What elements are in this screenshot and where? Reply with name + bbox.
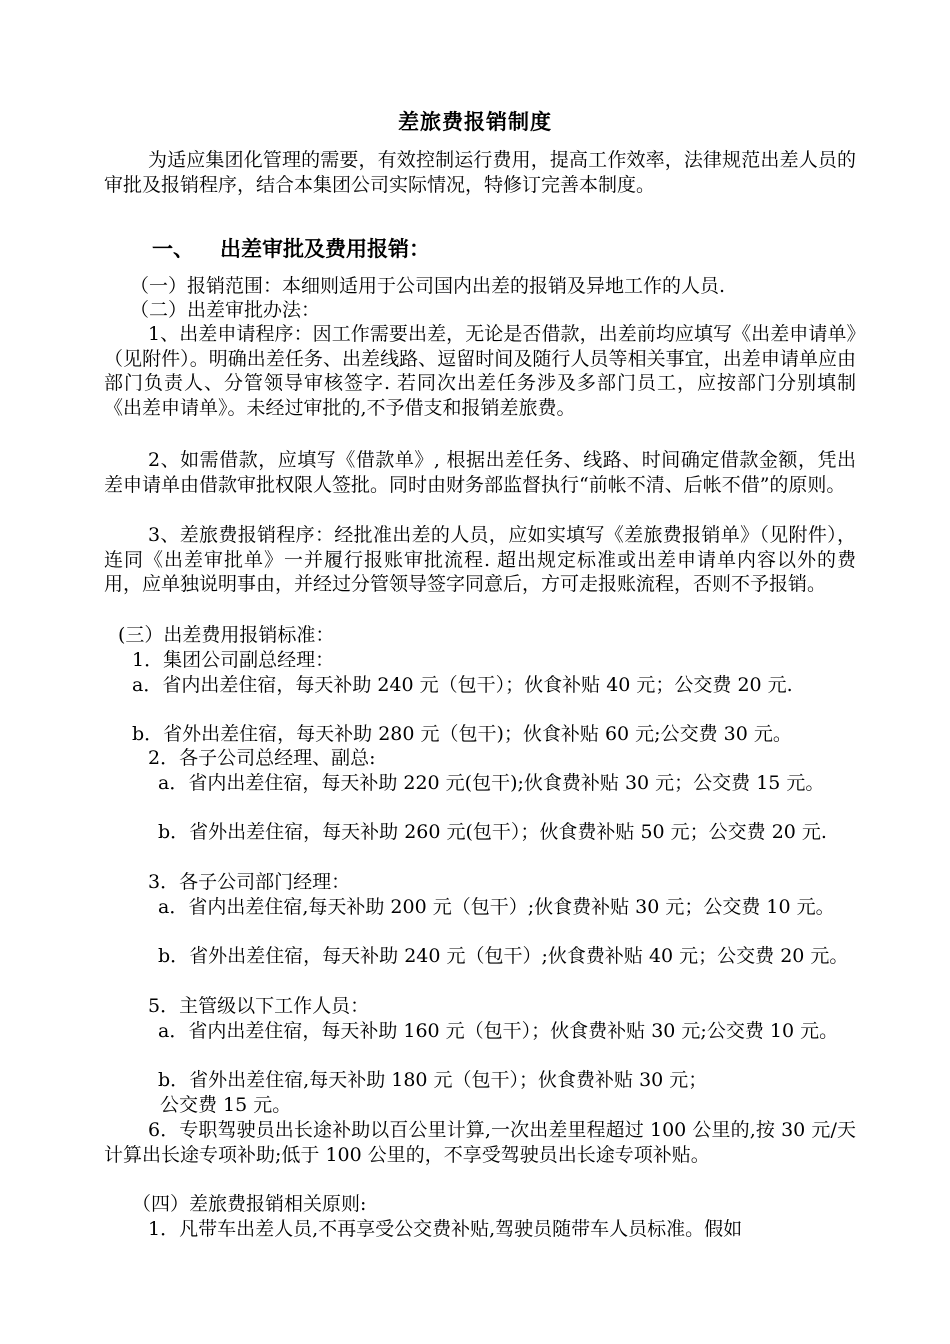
- paragraph-standard-3a: a．省内出差住宿,每天补助 200 元（包干）;伙食费补贴 30 元；公交费 10 元。: [158, 896, 835, 918]
- paragraph-standard-3: 3．各子公司部门经理：: [148, 871, 351, 893]
- section-number: 一、: [152, 236, 194, 261]
- paragraph-standard-3b: b．省外出差住宿，每天补助 240 元（包干）;伙食费补贴 40 元；公交费 20 元。: [158, 945, 849, 967]
- paragraph-standard-1b: b．省外出差住宿，每天补助 280 元（包干)；伙食补贴 60 元;公交费 30 元。: [132, 723, 792, 745]
- paragraph-principle-1: 1．凡带车出差人员,不再享受公交费补贴,驾驶员随带车人员标准。假如: [148, 1218, 743, 1240]
- paragraph-standard-6: 6．专职驾驶员出长途补助以百公里计算,一次出差里程超过 100 公里的,按 30 元/天计算出长途专项补助;低于 100 公里的，不享受驾驶员出长途专项补贴。: [104, 1119, 856, 1166]
- paragraph-approval-3: 3、差旅费报销程序：经批准出差的人员，应如实填写《差旅费报销单》（见附件），连同《出差审批单》一并履行报账审批流程. 超出规定标准或出差申请单内容以外的费用，应单独说明事由，并经过分管领导签字同意后，方可走报账流程，否则不予报销。: [104, 524, 856, 595]
- paragraph-scope: （一）报销范围：本细则适用于公司国内出差的报销及异地工作的人员.: [130, 275, 726, 297]
- paragraph-approval-heading: （二）出差审批办法：: [130, 299, 321, 321]
- paragraph-standard-1a: a．省内出差住宿，每天补助 240 元（包干）；伙食补贴 40 元；公交费 20 元.: [132, 674, 793, 696]
- document-title: 差旅费报销制度: [398, 109, 552, 134]
- paragraph-standard-2a: a．省内出差住宿，每天补助 220 元(包干);伙食费补贴 30 元；公交费 15 元。: [158, 772, 825, 794]
- intro-paragraph: 为适应集团化管理的需要，有效控制运行费用，提高工作效率，法律规范出差人员的审批及报销程序，结合本集团公司实际情况，特修订完善本制度。: [104, 149, 856, 196]
- paragraph-standard-5a: a．省内出差住宿，每天补助 160 元（包干）；伙食费补贴 30 元;公交费 10 元。: [158, 1020, 839, 1042]
- paragraph-standard-5b-continued: 公交费 15 元。: [160, 1094, 292, 1116]
- paragraph-principle-heading: （四）差旅费报销相关原则:: [132, 1193, 367, 1215]
- paragraph-standard-heading: (三）出差费用报销标准：: [118, 624, 335, 646]
- section-heading: [152, 235, 430, 263]
- paragraph-approval-2: 2、如需借款，应填写《借款单》, 根据出差任务、线路、时间确定借款金额，凭出差申请单由借款审批权限人签批。同时由财务部监督执行“前帐不清、后帐不借”的原则。: [104, 449, 856, 496]
- paragraph-standard-2b: b．省外出差住宿，每天补助 260 元(包干）；伙食费补贴 50 元；公交费 20 元.: [158, 821, 827, 843]
- paragraph-standard-5: 5．主管级以下工作人员：: [148, 995, 370, 1017]
- paragraph-standard-1: 1．集团公司副总经理：: [132, 649, 335, 671]
- paragraph-standard-2: 2．各子公司总经理、副总:: [148, 747, 376, 769]
- paragraph-standard-5b: b．省外出差住宿,每天补助 180 元（包干）；伙食费补贴 30 元；: [158, 1069, 708, 1091]
- paragraph-approval-1: 1、出差申请程序：因工作需要出差，无论是否借款，出差前均应填写《出差申请单》（见附件）。明确出差任务、出差线路、逗留时间及随行人员等相关事宜，出差申请单应由部门负责人、分管领导审核签字. 若同次出差任务涉及多部门员工，应按部门分别填制《出差申请单》。未经过审批的,不予借支和报销差旅费。: [104, 323, 856, 419]
- section-label: 出差审批及费用报销：: [220, 236, 430, 261]
